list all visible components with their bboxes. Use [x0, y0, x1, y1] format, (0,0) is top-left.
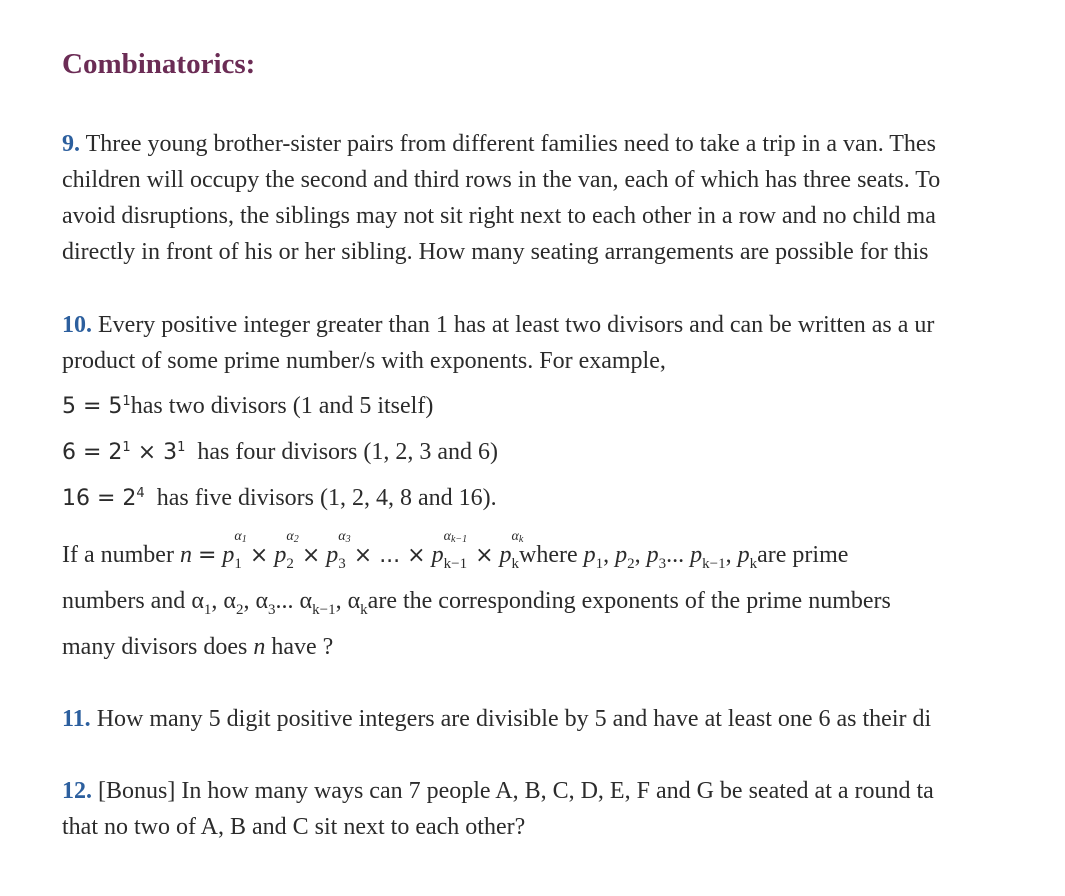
q10-exponents-line: numbers and $\alpha_1$, $\alpha_2$, $\alpha_3$... $\alpha_{k-1}$, $\alpha_kare$ the corresponding exponents of the prime numbers	[62, 588, 891, 618]
q10-example-16: $16 = 2^4$ has five divisors (1, 2, 4, 8 and 16).	[62, 485, 497, 511]
q12-line-1	[62, 776, 1047, 806]
q10-text-1: Every positive integer greater than 1 has at least two divisors and can be written as a ur	[92, 312, 935, 338]
q10-where-text: where	[519, 542, 578, 568]
q10-example-5-text: has two divisors (1 and 5 itself)	[130, 393, 434, 419]
q9-line-2: children will occupy the second and third rows in the van, each of which has three seats. To	[62, 167, 941, 193]
q10-exponents-text: are the corresponding exponents of the prime numbers	[367, 588, 891, 614]
q10-numbers-and: numbers and	[62, 588, 186, 614]
q10-example-6-text: has four divisors (1, 2, 3 and 6)	[197, 439, 499, 465]
q9-number: 9.	[62, 131, 80, 157]
q10-are-prime-text: are prime	[757, 542, 849, 568]
q10-example-5: $5 = 5^1has$ two divisors (1 and 5 itself)	[62, 393, 434, 419]
q9-text-1: Three young brother-sister pairs from different families need to take a trip in a van. Thes	[80, 131, 936, 157]
q11-number: 11.	[62, 706, 91, 732]
q10-line-1	[62, 310, 1047, 340]
q11-line	[62, 704, 1047, 734]
q9-line-1	[62, 129, 1047, 159]
q10-last-prefix: many divisors does	[62, 634, 248, 660]
q9-line-4: directly in front of his or her sibling. How many seating arrangements are possible for this	[62, 239, 929, 265]
q11-text: How many 5 digit positive integers are divisible by 5 and have at least one 6 as their di	[90, 706, 932, 732]
q12-number: 12.	[62, 778, 92, 804]
q12-text-1: [Bonus] In how many ways can 7 people A, B, C, D, E, F and G be seated at a round ta	[92, 778, 934, 804]
q10-formula-line: If a number $n = p_1$ $\alpha_1$ × $p_2$ $\alpha_2$ × $p_3$ $\alpha_3$ × ... × $p_{k-1}$ $\alpha_{k-1}$ × $p_k$ $\alpha_k$ where $p_1$, $p_2$, $p_3$... $p_{k-1}$, $p_kare$ prime	[62, 529, 849, 572]
q10-formula-prefix: If a number	[62, 542, 174, 568]
q10-line-2: product of some prime number/s with exponents. For example,	[62, 348, 666, 374]
q12-line-2: that no two of A, B and C sit next to each other?	[62, 814, 526, 840]
q10-example-6: $6 = 2^1 \times 3^1$ has four divisors (1, 2, 3 and 6)	[62, 439, 499, 465]
q10-example-16-text: has five divisors (1, 2, 4, 8 and 16).	[156, 485, 497, 511]
q10-last-line: many divisors does n have ?	[62, 634, 334, 660]
q10-number: 10.	[62, 312, 92, 338]
q10-last-suffix: have ?	[271, 634, 334, 660]
q9-line-3: avoid disruptions, the siblings may not sit right next to each other in a row and no child ma	[62, 203, 936, 229]
section-heading: Combinatorics:	[62, 48, 256, 80]
